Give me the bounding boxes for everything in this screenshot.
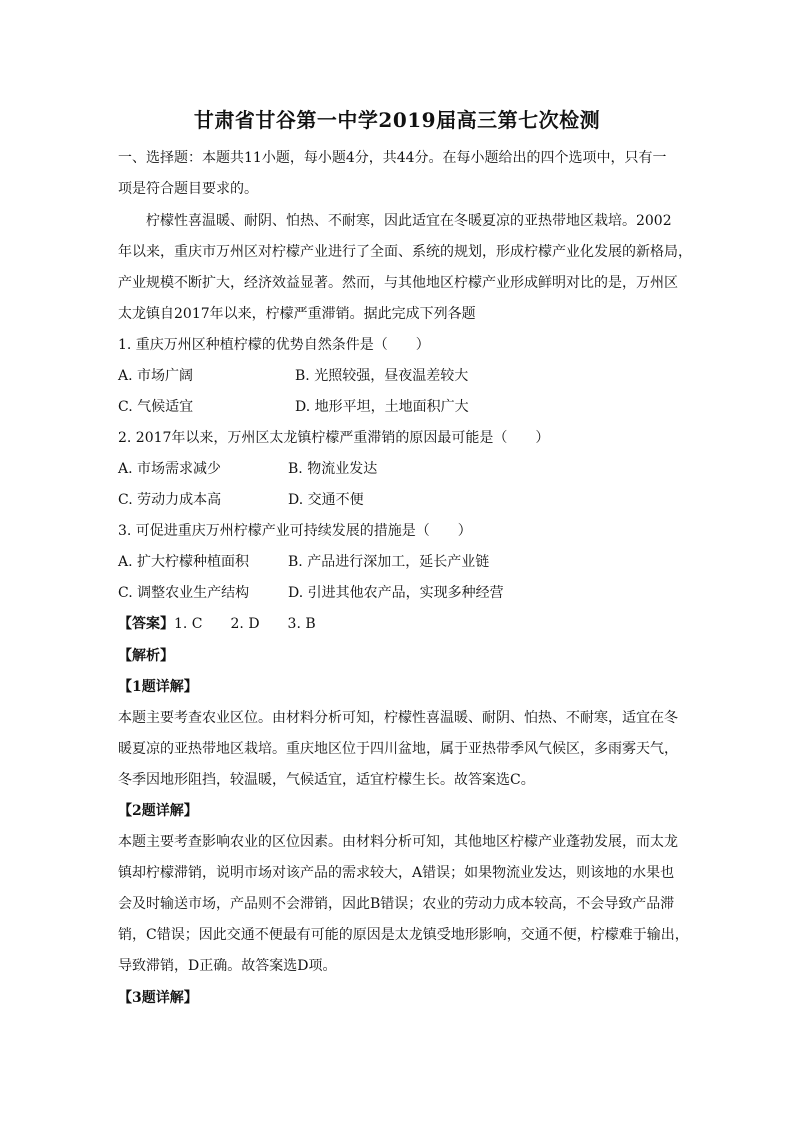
detail-2-line: 本题主要考查影响农业的区位因素。由材料分析可知，其他地区柠檬产业蓬勃发展，而太龙 [118, 834, 678, 850]
detail-2-line: 镇却柠檬滞销，说明市场对该产品的需求较大，A错误；如果物流业发达，则该地的水果也 [118, 865, 675, 881]
detail-1-line: 本题主要考查农业区位。由材料分析可知，柠檬性喜温暖、耐阴、怕热、不耐寒，适宜在冬 [118, 710, 678, 726]
question-2-option-d: D. 交通不便 [288, 492, 364, 508]
detail-2-line: 导致滞销，D正确。故答案选D项。 [118, 958, 337, 974]
question-1-option-d: D. 地形平坦，土地面积广大 [295, 399, 469, 415]
detail-2-label: 【2题详解】 [118, 803, 198, 819]
passage-line: 柠檬性喜温暖、耐阴、怕热、不耐寒，因此适宜在冬暖夏凉的亚热带地区栽培。2002 [146, 213, 672, 229]
detail-1-label: 【1题详解】 [118, 679, 198, 695]
question-1-option-b: B. 光照较强，昼夜温差较大 [295, 368, 469, 384]
question-2-option-c: C. 劳动力成本高 [118, 492, 222, 508]
detail-1-line: 暖夏凉的亚热带地区栽培。重庆地区位于四川盆地，属于亚热带季风气候区，多雨雾天气， [118, 741, 678, 757]
section-intro-line: 项是符合题目要求的。 [118, 181, 258, 197]
question-3-option-c: C. 调整农业生产结构 [118, 585, 250, 601]
answer-line [118, 613, 316, 633]
question-3-option-b: B. 产品进行深加工，延长产业链 [288, 554, 490, 570]
question-2-option-b: B. 物流业发达 [288, 461, 378, 477]
question-1-stem: 1. 重庆万州区种植柠檬的优势自然条件是（ ） [118, 337, 430, 353]
passage-line: 年以来，重庆市万州区对柠檬产业进行了全面、系统的规划，形成柠檬产业化发展的新格局， [118, 244, 692, 260]
analysis-label: 【解析】 [118, 648, 174, 664]
question-1-option-a: A. 市场广阔 [118, 368, 194, 384]
section-intro-line: 一、选择题：本题共11小题，每小题4分，共44分。在每小题给出的四个选项中，只有一 [118, 150, 667, 166]
answer-values: 1. C 2. D 3. B [174, 616, 316, 632]
passage-line: 太龙镇自2017年以来，柠檬严重滞销。据此完成下列各题 [118, 306, 476, 322]
question-2-option-a: A. 市场需求减少 [118, 461, 222, 477]
question-3-stem: 3. 可促进重庆万州柠檬产业可持续发展的措施是（ ） [118, 523, 472, 539]
passage-line: 产业规模不断扩大，经济效益显著。然而，与其他地区柠檬产业形成鲜明对比的是，万州区 [118, 275, 678, 291]
detail-1-line: 冬季因地形阻挡，较温暖，气候适宜，适宜柠檬生长。故答案选C。 [118, 772, 535, 788]
page-title: 甘肃省甘谷第一中学2019届高三第七次检测 [193, 108, 601, 132]
detail-2-line: 销，C错误；因此交通不便最有可能的原因是太龙镇受地形影响，交通不便，柠檬难于输出， [118, 927, 689, 943]
question-3-option-a: A. 扩大柠檬种植面积 [118, 554, 250, 570]
detail-2-line: 会及时输送市场，产品则不会滞销，因此B错误；农业的劳动力成本较高，不会导致产品滞 [118, 896, 675, 912]
question-2-stem: 2. 2017年以来，万州区太龙镇柠檬严重滞销的原因最可能是（ ） [118, 430, 550, 446]
detail-3-label: 【3题详解】 [118, 990, 198, 1006]
question-3-option-d: D. 引进其他农产品，实现多种经营 [288, 585, 504, 601]
question-1-option-c: C. 气候适宜 [118, 399, 194, 415]
answer-label: 【答案】 [118, 616, 174, 632]
